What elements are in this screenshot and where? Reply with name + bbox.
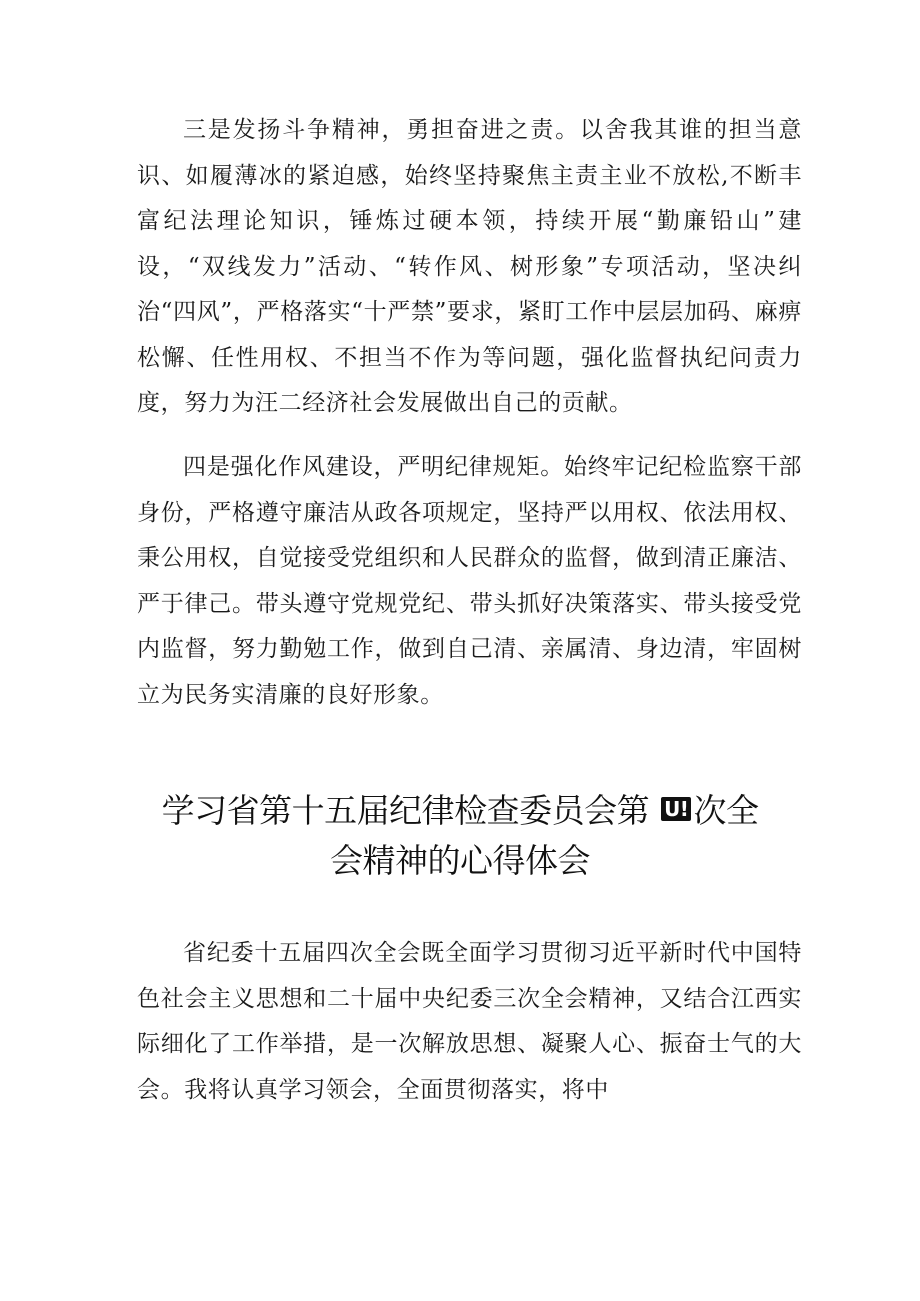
paragraph-three: 三是发扬斗争精神，勇担奋进之责。以舍我其谁的担当意识、如履薄冰的紧迫感，始终坚持聚焦主责主业不放松,不断丰富纪法理论知识，锤炼过硬本领，持续开展“勤廉铅山”建设，“双线发力”活动、“转作风、树形象”专项活动，坚决纠治“四风”，严格落实“十严禁”要求，紧盯工作中层层加码、麻痹松懈、任性用权、不担当不作为等问题，强化监督执纪问责力度，努力为汪二经济社会发展做出自己的贡献。 bbox=[137, 117, 802, 416]
title-line-1-end: 次全 bbox=[693, 791, 759, 830]
paragraph-four: 四是强化作风建设，严明纪律规矩。始终牢记纪检监察干部身份，严格遵守廉洁从政各项规定，坚持严以用权、依法用权、秉公用权，自觉接受党组织和人民群众的监督，做到清正廉洁、严于律己。带头遵守党规党纪、带头抓好决策落实、带头接受党内监督，努力勤勉工作，做到自己清、亲属清、身边清，牢固树立为民务实清廉的良好形象。 bbox=[137, 454, 802, 708]
paragraph-plenary: 省纪委十五届四次全会既全面学习贯彻习近平新时代中国特色社会主义思想和二十届中央纪委三次全会精神，又结合江西实际细化了工作举措，是一次解放思想、凝聚人心、振奋士气的大会。我将认真学习领会，全面贯彻落实，将中 bbox=[137, 940, 802, 1103]
document-title bbox=[120, 786, 800, 886]
title-line-1-start: 学习省第十五届纪律检查委员会第 bbox=[161, 791, 650, 830]
garbled-glyph-badge: U! bbox=[661, 797, 691, 821]
title-line-1 bbox=[120, 786, 800, 836]
title-line-2: 会精神的心得体会 bbox=[330, 841, 590, 880]
